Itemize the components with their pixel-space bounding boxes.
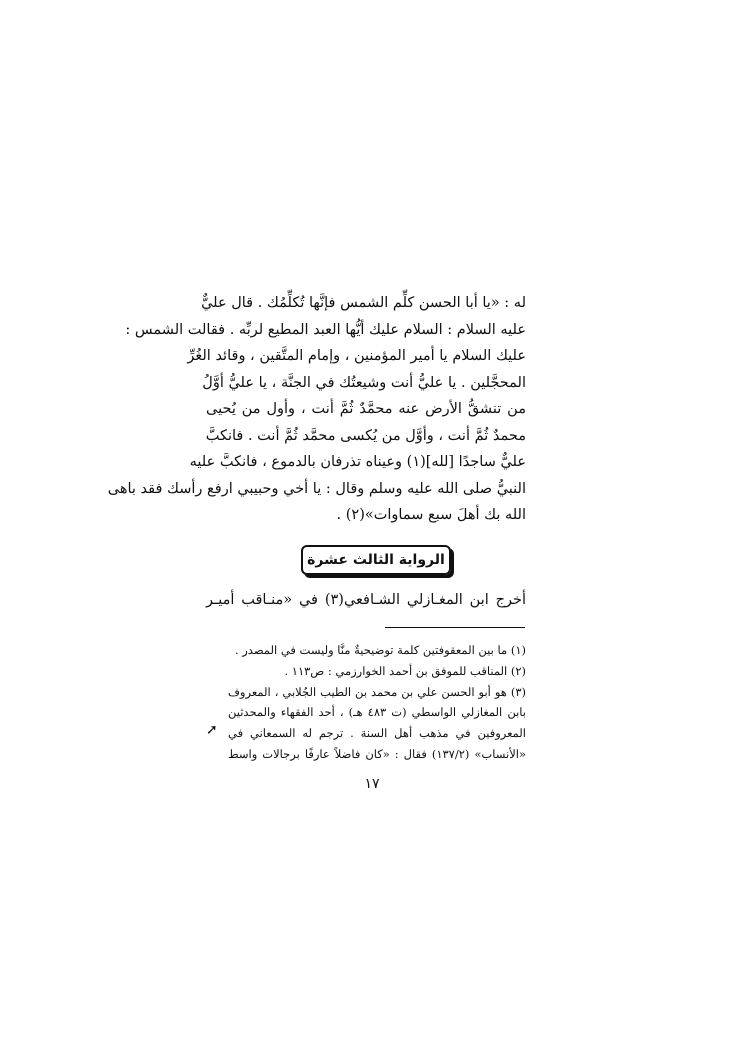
main-text bbox=[107, 290, 526, 529]
text-line: عليٌّ ساجدًا [لله](١) وعيناه تذرفان بالدموع ، فانكبَّ عليه bbox=[189, 454, 526, 470]
page-number: ١٧ bbox=[364, 776, 380, 792]
footnote: (٢) المناقب للموفق بن أحمد الخوارزمي : ص١١٣ . bbox=[284, 663, 526, 678]
footnote-continuation: «الأنساب» (١٣٧/٢) فقال : «كان فاضلاً عارفًا برجالات واسط bbox=[228, 746, 526, 761]
text-line: النبيُّ صلى الله عليه وسلم وقال : يا أخي وحبيبي ارفع رأسك فقد باهى bbox=[107, 480, 526, 497]
section-intro-line: أخرج ابن المغـازلي الشـافعي(٣) في «منـاقب أميـر bbox=[206, 592, 526, 608]
text-line: الله بك أهلَ سبع سماوات»(٢) . bbox=[336, 507, 526, 523]
footnote-continuation: المعروفين في مذهب أهل السنة . ترجم له السمعاني في bbox=[228, 726, 526, 741]
text-line: محمدٌ ثُمَّ أنت ، وأوَّل من يُكسى محمَّد ثُمَّ أنت . فانكبَّ bbox=[205, 427, 526, 444]
footnote: (١) ما بين المعقوفتين كلمة توضيحيةٌ منَّا وليست في المصدر . bbox=[234, 643, 526, 657]
turn-arrow-icon: ➚ bbox=[206, 722, 218, 738]
text-line: عليه السلام : السلام عليك أيُّها العبد المطيع لربِّه . فقالت الشمس : bbox=[125, 321, 526, 338]
text-line: من تنشقُّ الأرض عنه محمَّدٌ ثُمَّ أنت ، وأول من يُحيى bbox=[206, 401, 526, 417]
footnote-continuation: بابن المغازلي الواسطي (ت ٤٨٣ هـ) ، أحد الفقهاء والمحدثين bbox=[228, 705, 526, 720]
footnote-divider bbox=[385, 627, 525, 628]
footnotes bbox=[228, 640, 526, 765]
footnote: (٣) هو أبو الحسن علي بن محمد بن الطيب الجُلابي ، المعروف bbox=[228, 684, 526, 699]
text-line: له : «يا أبا الحسن كلِّم الشمس فإنَّها تُكلِّمُك . قال عليٌّ bbox=[201, 295, 526, 311]
section-heading: الرواية الثالث عشرة bbox=[301, 545, 451, 575]
text-line: عليك السلام يا أمير المؤمنين ، وإمام المتَّقين ، وقائد الغُرِّ bbox=[187, 348, 526, 364]
text-line: المحجَّلين . يا عليُّ أنت وشيعتُك في الجنَّة ، يا عليُّ أوَّلُ bbox=[202, 374, 526, 391]
